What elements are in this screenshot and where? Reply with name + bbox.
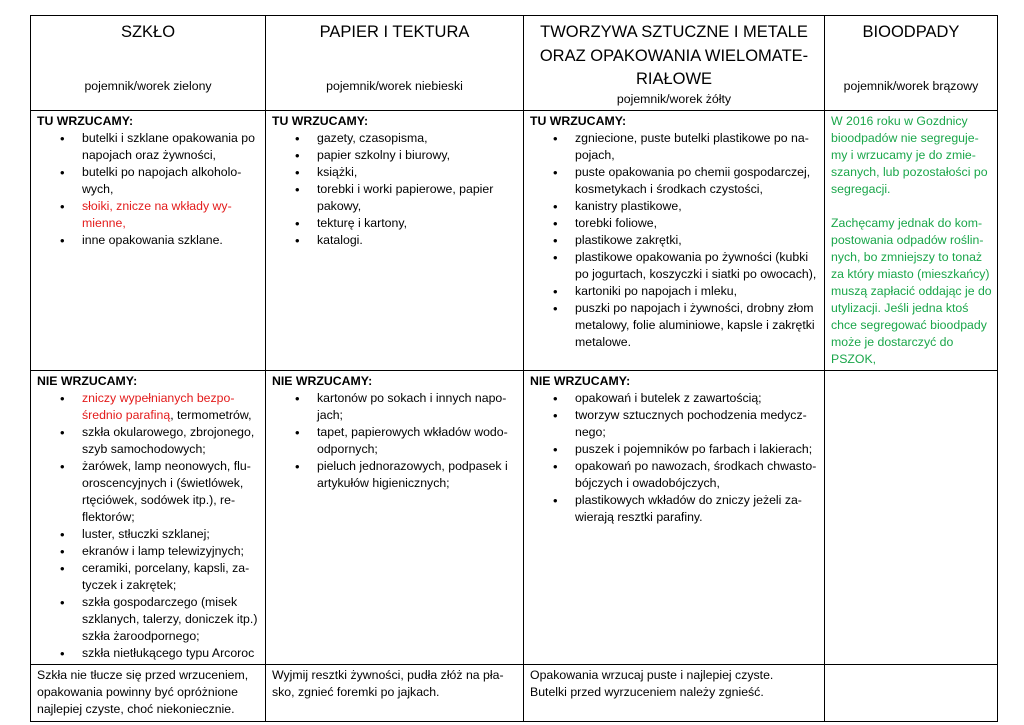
glass-allowed bbox=[31, 110, 266, 370]
list-item: • inne opakowania szklane. bbox=[82, 232, 260, 249]
column-title: PAPIER I TEKTURA bbox=[319, 23, 470, 41]
bio-note-paragraph: W 2016 roku w Gozdnicy bioodpadów nie segreguje-my i wrzucamy je do zmie-szanych, lub pozostałości po segregacji. bbox=[831, 113, 988, 196]
list-item: • pieluch jednorazowych, podpasek i artykułów higienicznych; bbox=[317, 458, 518, 492]
glass-forbidden bbox=[31, 370, 266, 664]
list-item: • katalogi. bbox=[317, 232, 518, 249]
list-item: • plastikowe zakrętki, bbox=[575, 232, 819, 249]
list-item: • papier szkolny i biurowy, bbox=[317, 147, 518, 164]
column-title: SZKŁO bbox=[120, 23, 176, 41]
list-item: • szkła gospodarczego (misek szklanych, talerzy, doniczek itp.) szkła żaroodpornego; bbox=[82, 594, 260, 645]
notes-row bbox=[31, 664, 998, 721]
list-item: • tekturę i kartony, bbox=[317, 215, 518, 232]
list-item: • tworzyw sztucznych pochodzenia medycz-nego; bbox=[575, 407, 819, 441]
list-item: • plastikowych wkładów do zniczy jeżeli za-wierają resztki parafiny. bbox=[575, 492, 819, 526]
list-item: • tapet, papierowych wkładów wodo-odpornych; bbox=[317, 424, 518, 458]
list-item: • opakowań po nawozach, środkach chwasto-bójczych i owadobójczych, bbox=[575, 458, 819, 492]
list-item: • zgniecione, puste butelki plastikowe po na-pojach, bbox=[575, 130, 819, 164]
list-item: • książki, bbox=[317, 164, 518, 181]
section-label: NIE WRZUCAMY: bbox=[530, 373, 631, 388]
bullet-list bbox=[37, 390, 260, 662]
note-text: Opakowania wrzucaj puste i najlepiej czyste. bbox=[530, 667, 774, 682]
plastic-forbidden bbox=[524, 370, 825, 664]
allowed-row bbox=[31, 110, 998, 370]
list-item: • kanistry plastikowe, bbox=[575, 198, 819, 215]
list-item: • luster, stłuczki szklanej; bbox=[82, 526, 260, 543]
bullet-list bbox=[530, 130, 819, 351]
bullet-list bbox=[272, 130, 518, 249]
bio-note bbox=[825, 110, 998, 370]
header-row bbox=[31, 16, 998, 111]
list-item: • kartonów po sokach i innych napo-jach; bbox=[317, 390, 518, 424]
waste-sorting-table bbox=[30, 15, 998, 722]
container-color: pojemnik/worek żółty bbox=[616, 91, 732, 106]
container-color: pojemnik/worek brązowy bbox=[843, 78, 979, 93]
highlighted-text: znicze na wkłady wy-mienne, bbox=[82, 198, 232, 230]
section-label: TU WRZUCAMY: bbox=[37, 113, 134, 128]
list-item: • szkła nietłukącego typu Arcoroc bbox=[82, 645, 260, 662]
bio-forbidden-empty bbox=[825, 370, 998, 664]
list-item: • butelki i szklane opakowania po napojach oraz żywności, bbox=[82, 130, 260, 164]
list-item: • torebki i worki papierowe, papier pakowy, bbox=[317, 181, 518, 215]
bio-note-paragraph: Zachęcamy jednak do kom-postowania odpadów roślin-nych, bo zmniejszy to tonaż za który miasto (mieszkańcy) muszą zapłacić oddając je do utylizacji. Jeśli jedna ktoś chce segregować bioodpady może je dostarczyć do PSZOK, bbox=[831, 215, 992, 366]
header-bio bbox=[825, 16, 998, 111]
list-item: • kartoniki po napojach i mleku, bbox=[575, 283, 819, 300]
list-item bbox=[82, 198, 260, 232]
list-item: • torebki foliowe, bbox=[575, 215, 819, 232]
list-item: • puste opakowania po chemii gospodarczej, kosmetykach i środkach czystości, bbox=[575, 164, 819, 198]
list-item: • plastikowe opakowania po żywności (kubki po jogurtach, koszyczki i siatki po owocach), bbox=[575, 249, 819, 283]
section-label: NIE WRZUCAMY: bbox=[272, 373, 373, 388]
list-item-text: , termometrów, bbox=[170, 407, 252, 422]
bullet-list bbox=[37, 130, 260, 249]
note-text: Butelki przed wyrzuceniem należy zgnieść. bbox=[530, 684, 764, 699]
bullet-list bbox=[272, 390, 518, 492]
list-item-text: słoiki, bbox=[82, 198, 117, 213]
note-text: Wyjmij resztki żywności, pudła złóż na pła-sko, zgnieć foremki po jajkach. bbox=[272, 667, 504, 699]
container-color: pojemnik/worek niebieski bbox=[326, 78, 463, 93]
bullet-list bbox=[530, 390, 819, 526]
section-label: TU WRZUCAMY: bbox=[530, 113, 627, 128]
container-color: pojemnik/worek zielony bbox=[84, 78, 212, 93]
column-title: TWORZYWA SZTUCZNE I METALE ORAZ OPAKOWANIA WIELOMATE-RIAŁOWE bbox=[539, 23, 809, 88]
note-text: Szkła nie tłucze się przed wrzuceniem, opakowania powinny być opróżnione najlepiej czyste, choć niekoniecznie. bbox=[37, 667, 249, 716]
highlighted-text: zniczy wypełnianych bezpo-średnio parafiną bbox=[82, 390, 235, 422]
list-item: • żarówek, lamp neonowych, flu-oroscencyjnych i (świetlówek, rtęciówek, sodówek itp.), re-flektorów; bbox=[82, 458, 260, 526]
list-item: • puszki po napojach i żywności, drobny złom metalowy, folie aluminiowe, kapsle i zakrętki metalowe. bbox=[575, 300, 819, 351]
plastic-allowed bbox=[524, 110, 825, 370]
list-item: • gazety, czasopisma, bbox=[317, 130, 518, 147]
list-item: • szkła okularowego, zbrojonego, szyb samochodowych; bbox=[82, 424, 260, 458]
header-paper bbox=[266, 16, 524, 111]
list-item: • ekranów i lamp telewizyjnych; bbox=[82, 543, 260, 560]
list-item: • ceramiki, porcelany, kapsli, za-tyczek i zakrętek; bbox=[82, 560, 260, 594]
plastic-note bbox=[524, 664, 825, 721]
list-item: • puszek i pojemników po farbach i lakierach; bbox=[575, 441, 819, 458]
paper-forbidden bbox=[266, 370, 524, 664]
section-label: TU WRZUCAMY: bbox=[272, 113, 369, 128]
glass-note bbox=[31, 664, 266, 721]
section-label: NIE WRZUCAMY: bbox=[37, 373, 138, 388]
bio-note-empty bbox=[825, 664, 998, 721]
list-item bbox=[82, 390, 260, 424]
header-plastic bbox=[524, 16, 825, 111]
header-glass bbox=[31, 16, 266, 111]
paper-note bbox=[266, 664, 524, 721]
list-item: • butelki po napojach alkoholo-wych, bbox=[82, 164, 260, 198]
list-item: • opakowań i butelek z zawartością; bbox=[575, 390, 819, 407]
column-title: BIOODPADY bbox=[862, 23, 960, 41]
forbidden-row bbox=[31, 370, 998, 664]
paper-allowed bbox=[266, 110, 524, 370]
